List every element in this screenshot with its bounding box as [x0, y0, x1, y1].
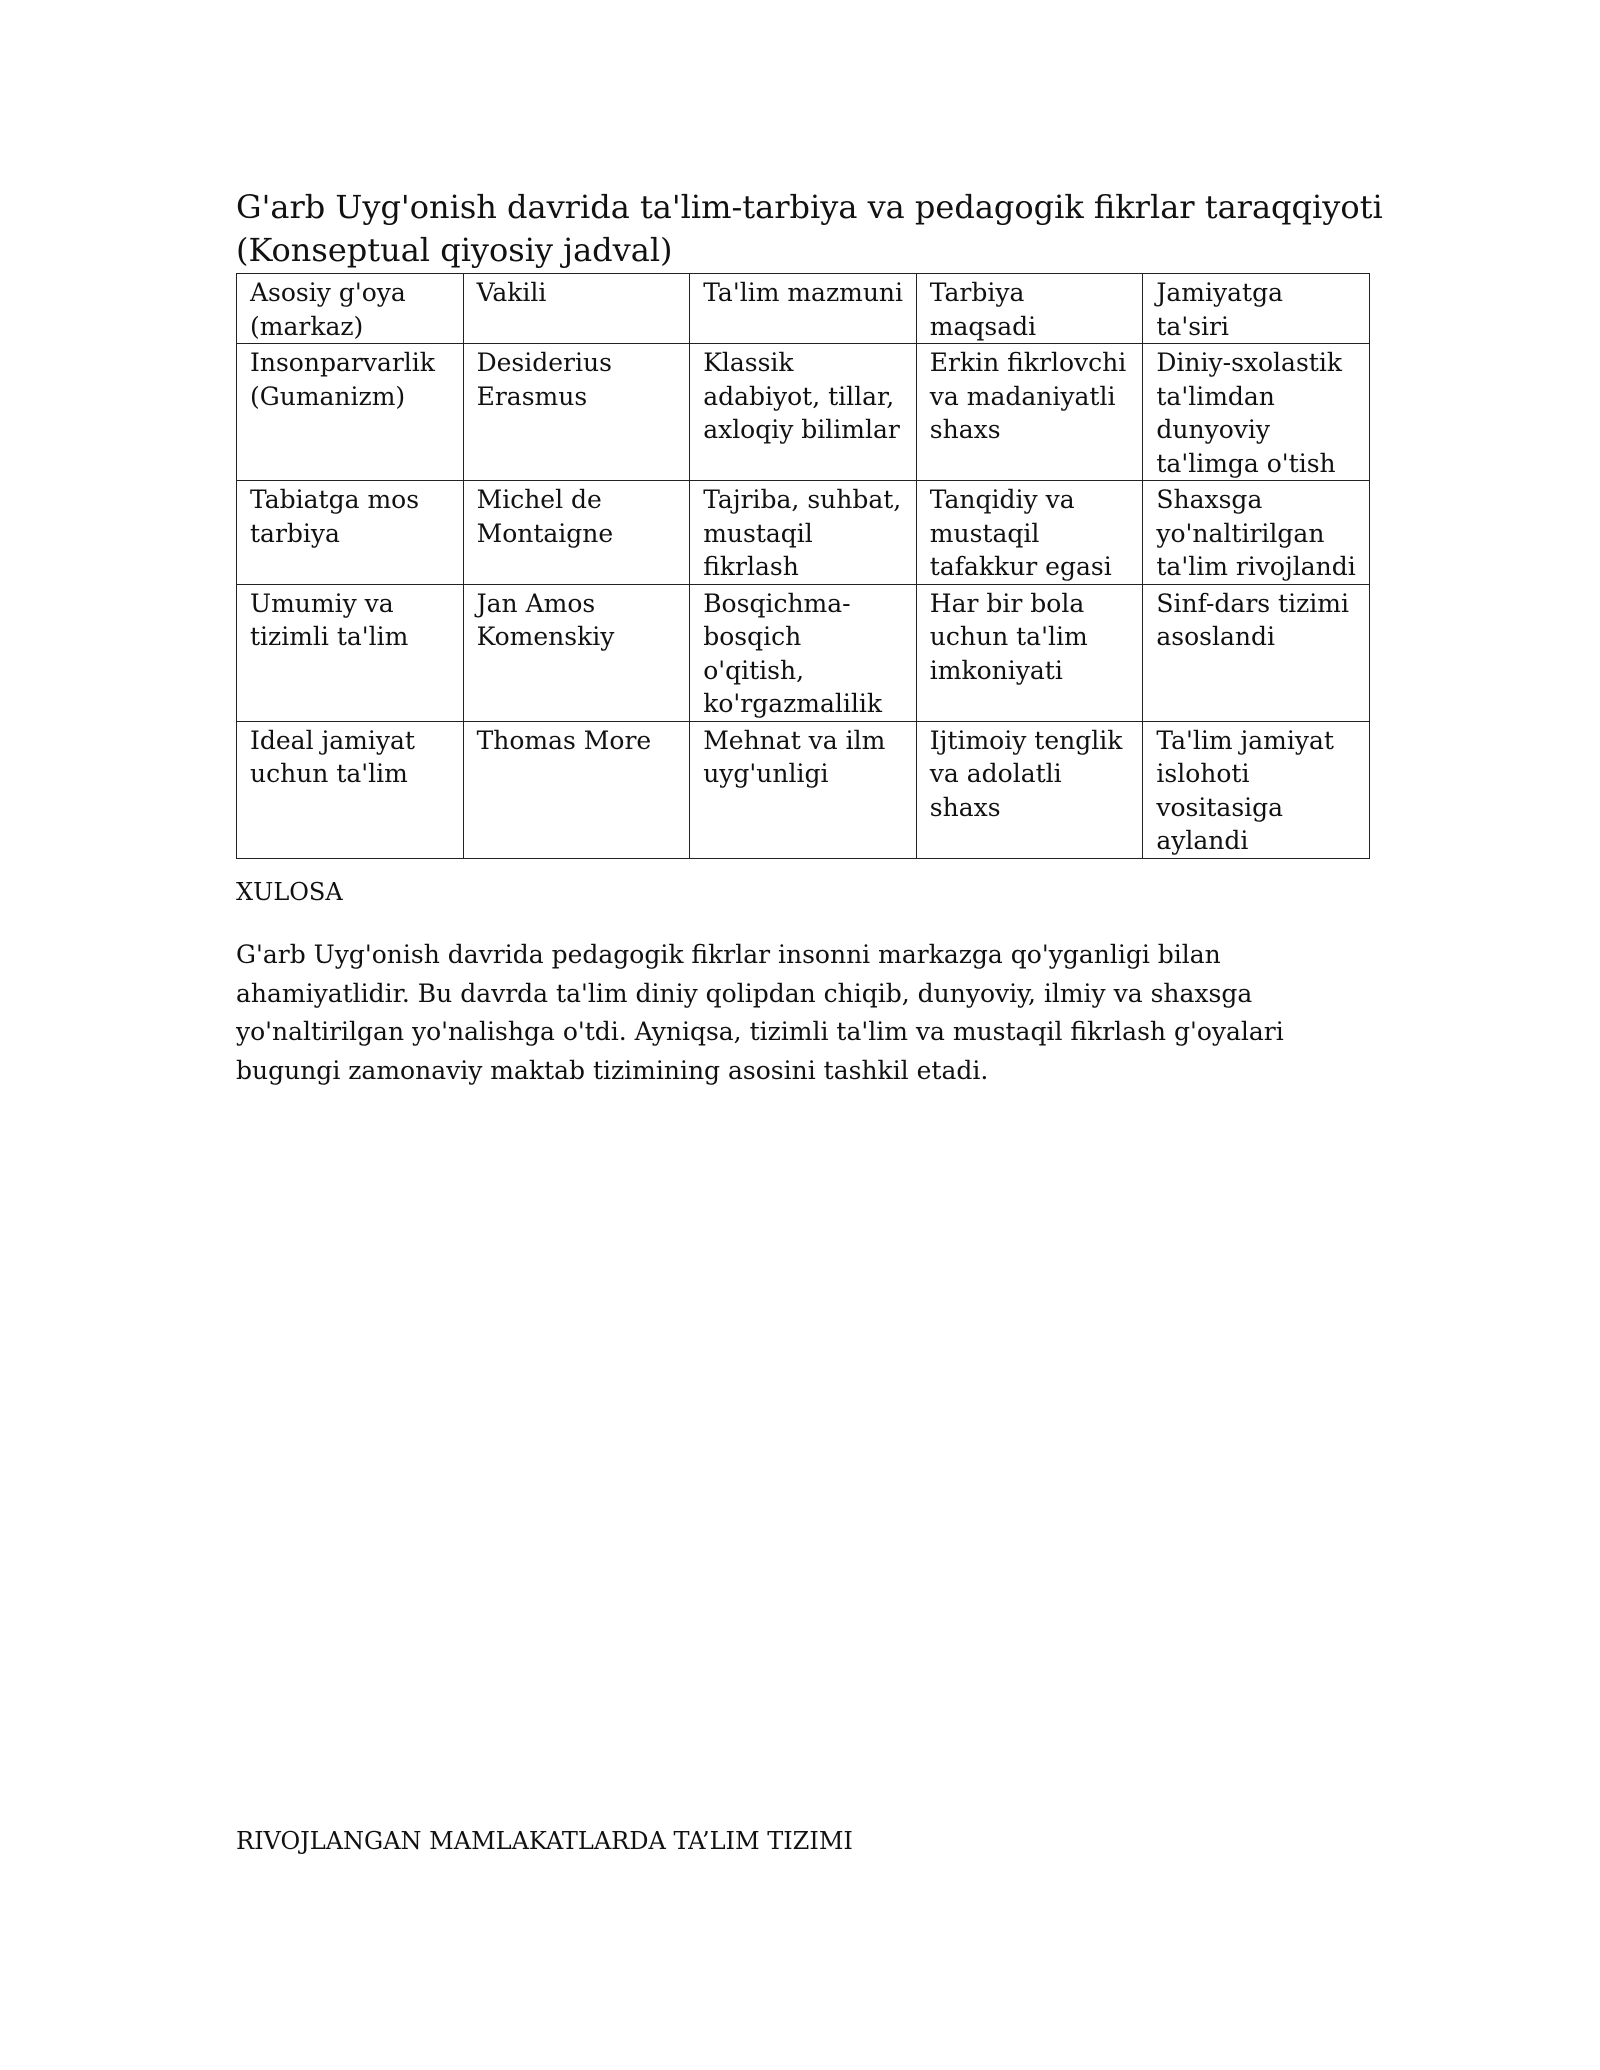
table-cell: Klassik adabiyot, tillar, axloqiy bilimlar: [690, 344, 917, 481]
table-cell: Desiderius Erasmus: [463, 344, 690, 481]
table-cell: Ijtimoiy tenglik va adolatli shaxs: [916, 721, 1143, 858]
table-cell: Tajriba, suhbat, mustaqil fikrlash: [690, 481, 917, 585]
column-header-representative: Vakili: [463, 274, 690, 344]
table-cell: Ideal jamiyat uchun ta'lim: [237, 721, 464, 858]
conclusion-heading: XULOSA: [236, 878, 343, 906]
table-cell: Insonparvarlik (Gumanizm): [237, 344, 464, 481]
table-cell: Diniy-sxolastik ta'limdan dunyoviy ta'limga o'tish: [1143, 344, 1370, 481]
table-cell: Tabiatga mos tarbiya: [237, 481, 464, 585]
table-cell: Jan Amos Komenskiy: [463, 584, 690, 721]
table-cell: Sinf-dars tizimi asoslandi: [1143, 584, 1370, 721]
table-cell: Bosqichma-bosqich o'qitish, ko'rgazmalilik: [690, 584, 917, 721]
table-cell: Thomas More: [463, 721, 690, 858]
table-row: [237, 481, 1370, 585]
column-header-upbringing-goal: Tarbiya maqsadi: [916, 274, 1143, 344]
column-header-social-impact: Jamiyatga ta'siri: [1143, 274, 1370, 344]
column-header-main-idea: Asosiy g'oya (markaz): [237, 274, 464, 344]
table-row: [237, 721, 1370, 858]
table-cell: Michel de Montaigne: [463, 481, 690, 585]
conclusion-paragraph: G'arb Uyg'onish davrida pedagogik fikrlar insonni markazga qo'yganligi bilan ahamiyatlidir. Bu davrda ta'lim diniy qolipdan chiqib, dunyoviy, ilmiy va shaxsga yo'naltirilgan yo'nalishga o'tdi. Ayniqsa, tizimli ta'lim va mustaqil fikrlash g'oyalari bugungi zamonaviy maktab tizimining asosini tashkil etadi.: [236, 940, 1284, 1085]
table-cell: Erkin fikrlovchi va madaniyatli shaxs: [916, 344, 1143, 481]
table-row: [237, 344, 1370, 481]
page-title: G'arb Uyg'onish davrida ta'lim-tarbiya va pedagogik fikrlar taraqqiyoti (Konseptual qiyosiy jadval): [236, 188, 1383, 269]
table-row: [237, 584, 1370, 721]
table-cell: Umumiy va tizimli ta'lim: [237, 584, 464, 721]
comparison-table: [236, 273, 1370, 859]
table-cell: Tanqidiy va mustaqil tafakkur egasi: [916, 481, 1143, 585]
table-cell: Shaxsga yo'naltirilgan ta'lim rivojlandi: [1143, 481, 1370, 585]
next-section-heading: RIVOJLANGAN MAMLAKATLARDA TA’LIM TIZIMI: [236, 1827, 853, 1855]
table-header-row: [237, 274, 1370, 344]
table-cell: Har bir bola uchun ta'lim imkoniyati: [916, 584, 1143, 721]
table-cell: Ta'lim jamiyat islohoti vositasiga aylandi: [1143, 721, 1370, 858]
column-header-education-content: Ta'lim mazmuni: [690, 274, 917, 344]
table-cell: Mehnat va ilm uyg'unligi: [690, 721, 917, 858]
